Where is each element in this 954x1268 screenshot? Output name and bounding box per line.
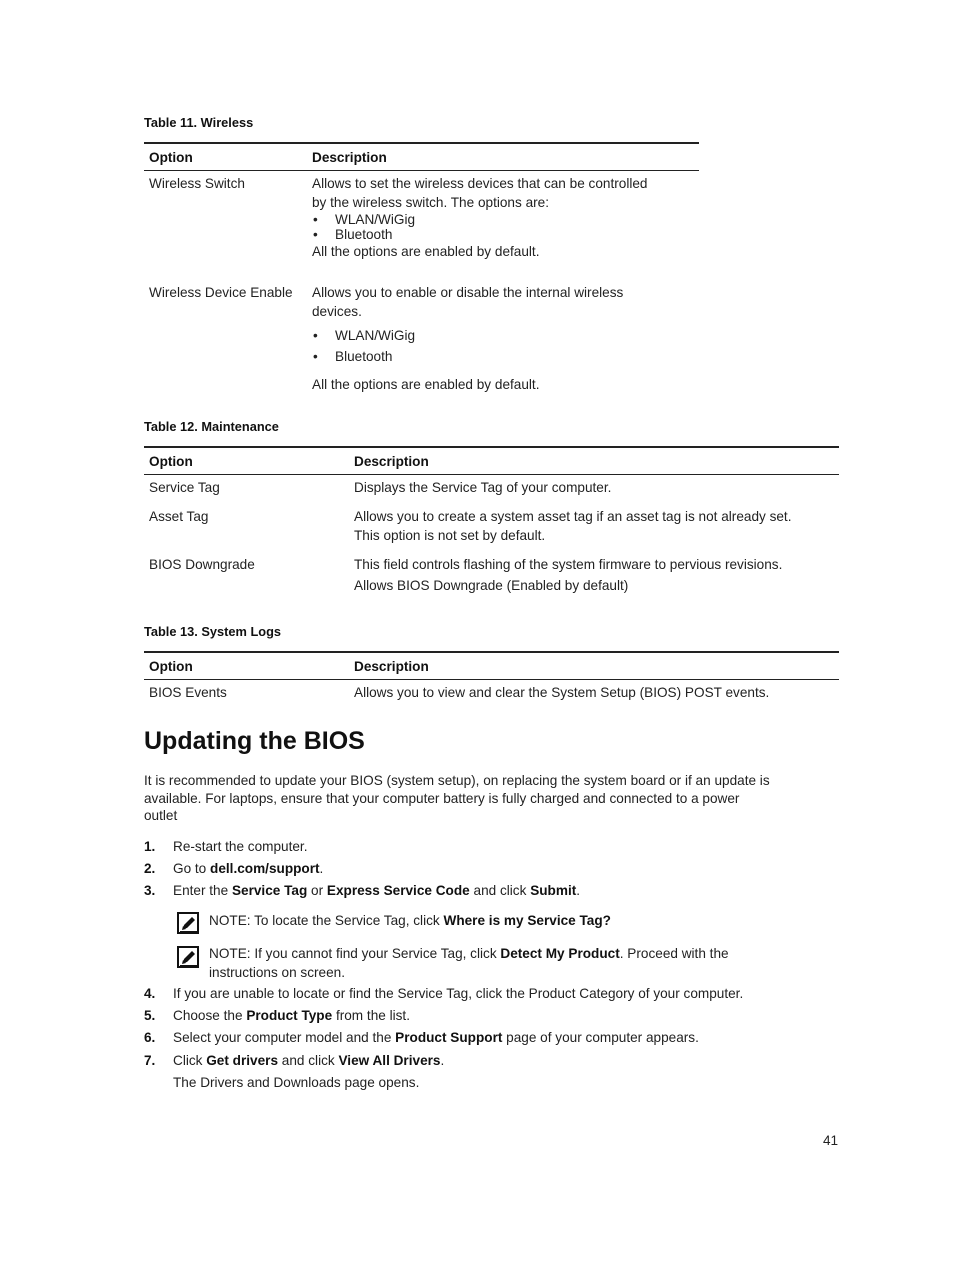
desc-line: by the wireless switch. The options are: bbox=[312, 195, 549, 210]
step-number: 7. bbox=[144, 1053, 156, 1068]
header-description: Description bbox=[354, 658, 429, 674]
description-cell bbox=[307, 171, 699, 284]
desc-line: devices. bbox=[312, 304, 362, 319]
desc-line: Allows to set the wireless devices that can be controlled bbox=[312, 176, 648, 191]
table-row bbox=[144, 171, 699, 284]
desc-line: This field controls flashing of the system firmware to pervious revisions. bbox=[354, 557, 783, 572]
description-cell bbox=[349, 475, 839, 508]
option-cell: Wireless Switch bbox=[149, 176, 245, 191]
option-bullet-list bbox=[312, 212, 699, 242]
note-pencil-icon bbox=[177, 946, 199, 968]
header-description: Description bbox=[354, 453, 429, 469]
step-7-result: The Drivers and Downloads page opens. bbox=[173, 1075, 420, 1090]
option-cell: Asset Tag bbox=[149, 509, 209, 524]
table-row bbox=[144, 507, 839, 555]
section-title: Updating the BIOS bbox=[144, 727, 365, 755]
description-cell bbox=[307, 283, 699, 394]
step-number: 4. bbox=[144, 986, 156, 1001]
header-description: Description bbox=[312, 149, 387, 165]
list-item: • Bluetooth bbox=[312, 227, 699, 242]
desc-line: This option is not set by default. bbox=[354, 528, 546, 543]
step-number: 5. bbox=[144, 1008, 156, 1023]
option-bullet-list bbox=[312, 325, 699, 367]
table-header-row bbox=[144, 652, 839, 680]
step-text: Select your computer model and the Product Support page of your computer appears. bbox=[173, 1030, 699, 1045]
intro-line: available. For laptops, ensure that your computer battery is fully charged and connected to a power bbox=[144, 790, 740, 806]
intro-line: outlet bbox=[144, 808, 178, 823]
list-item: • WLAN/WiGig bbox=[312, 212, 699, 227]
option-cell: Wireless Device Enable bbox=[149, 285, 293, 300]
intro-paragraph bbox=[144, 772, 844, 825]
desc-line: Displays the Service Tag of your computer. bbox=[354, 480, 612, 495]
option-cell: BIOS Downgrade bbox=[149, 557, 255, 572]
desc-footer: All the options are enabled by default. bbox=[312, 377, 540, 392]
header-option: Option bbox=[149, 149, 193, 165]
description-cell bbox=[349, 507, 839, 555]
option-cell: Service Tag bbox=[149, 480, 220, 495]
desc-footer: All the options are enabled by default. bbox=[312, 244, 540, 259]
table12-caption: Table 12. Maintenance bbox=[144, 419, 279, 434]
step-number: 6. bbox=[144, 1030, 156, 1045]
step-number: 1. bbox=[144, 839, 156, 854]
note-label: NOTE: bbox=[209, 913, 251, 928]
table-maintenance bbox=[144, 446, 839, 595]
table13-caption: Table 13. System Logs bbox=[144, 624, 282, 639]
desc-line: Allows you to view and clear the System Setup (BIOS) POST events. bbox=[354, 685, 770, 700]
table-header-row bbox=[144, 447, 839, 475]
desc-line: Allows you to enable or disable the internal wireless bbox=[312, 285, 624, 300]
table-row bbox=[144, 680, 839, 703]
note-label: NOTE: bbox=[209, 946, 251, 961]
table-row bbox=[144, 475, 839, 508]
step-number: 3. bbox=[144, 883, 156, 898]
list-item: • WLAN/WiGig bbox=[312, 325, 699, 346]
intro-line: It is recommended to update your BIOS (system setup), on replacing the system board or if an update is bbox=[144, 773, 770, 788]
step-text: If you are unable to locate or find the Service Tag, click the Product Category of your computer. bbox=[173, 986, 744, 1001]
note-pencil-icon bbox=[177, 912, 199, 934]
description-cell bbox=[349, 555, 839, 595]
note-where-is-service-tag: NOTE: To locate the Service Tag, click Where is my Service Tag? bbox=[209, 913, 611, 928]
table-row bbox=[144, 283, 699, 394]
list-item: • Bluetooth bbox=[312, 346, 699, 367]
support-link: dell.com/support bbox=[210, 861, 320, 876]
step-number: 2. bbox=[144, 861, 156, 876]
description-cell bbox=[349, 680, 839, 703]
header-option: Option bbox=[149, 658, 193, 674]
desc-line: Allows you to create a system asset tag if an asset tag is not already set. bbox=[354, 509, 792, 524]
step-text: Choose the Product Type from the list. bbox=[173, 1008, 410, 1023]
table-row bbox=[144, 555, 839, 595]
table11-caption: Table 11. Wireless bbox=[144, 115, 254, 130]
note-detect-product: NOTE: If you cannot find your Service Tag, click Detect My Product. Proceed with the instructions on screen. bbox=[209, 946, 729, 980]
step-text: Click Get drivers and click View All Drivers. bbox=[173, 1053, 445, 1068]
table-wireless bbox=[144, 142, 699, 394]
table-header-row bbox=[144, 143, 699, 171]
option-cell: BIOS Events bbox=[149, 685, 227, 700]
page-number: 41 bbox=[823, 1133, 839, 1148]
step-text: Re-start the computer. bbox=[173, 839, 308, 854]
step-text: Enter the Service Tag or Express Service Code and click Submit. bbox=[173, 883, 581, 898]
step-text: Go to dell.com/support. bbox=[173, 861, 324, 876]
table-system-logs bbox=[144, 651, 839, 702]
header-option: Option bbox=[149, 453, 193, 469]
desc-line: Allows BIOS Downgrade (Enabled by default) bbox=[354, 578, 629, 593]
